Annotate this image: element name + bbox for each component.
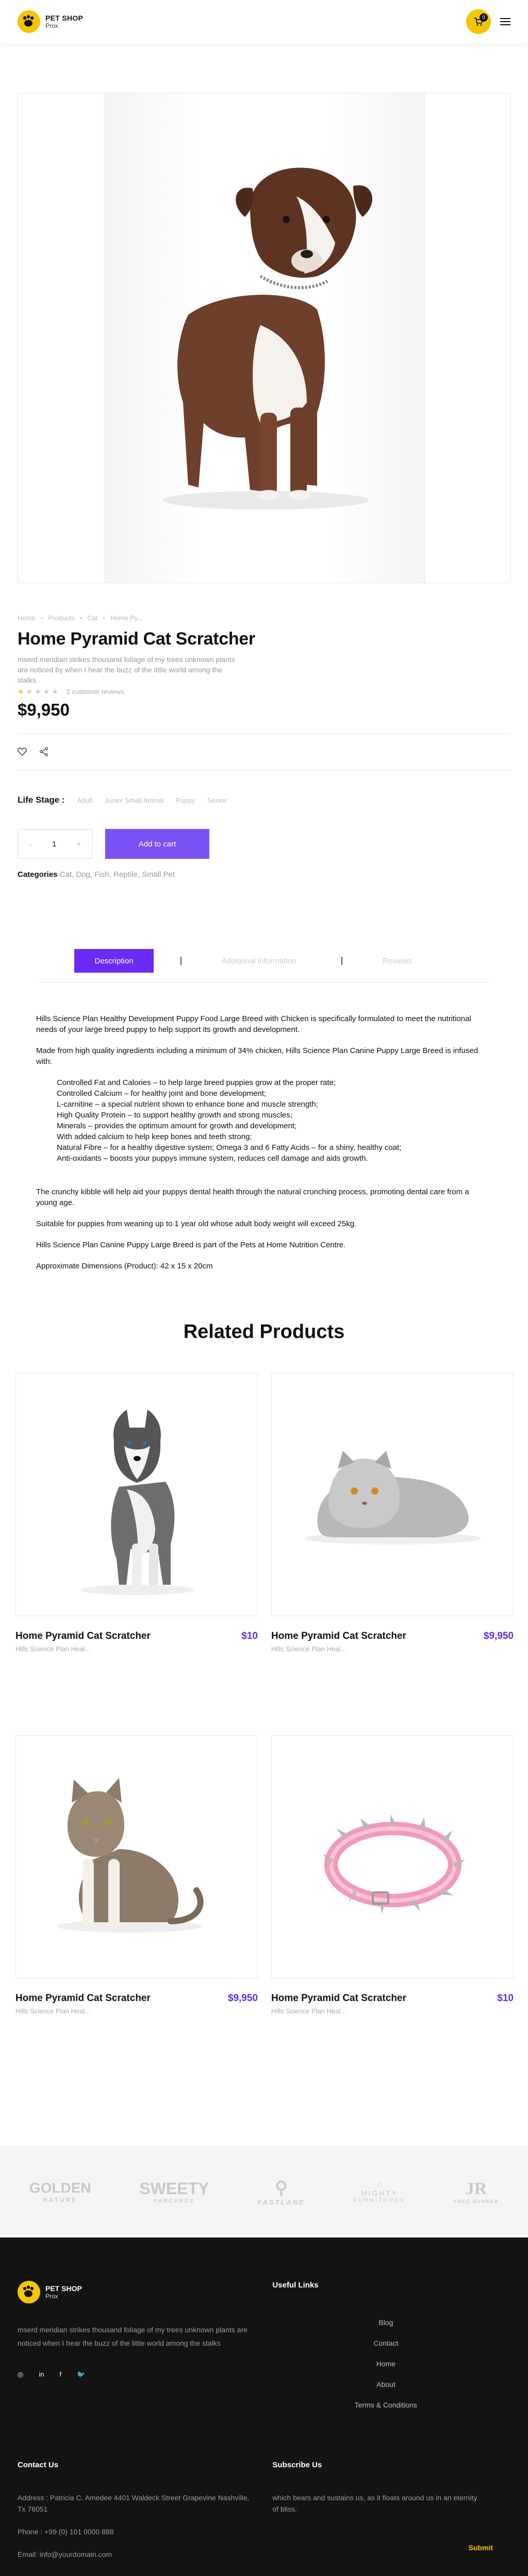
reviews-link[interactable]: 2 customer reviews [66, 688, 124, 696]
product-card-description: Hills Science Plan Heal... [271, 2007, 346, 2015]
description-panel [0, 982, 528, 1272]
cart-button[interactable] [466, 9, 491, 34]
product-card-price: $9,950 [483, 1631, 514, 1641]
product-card-description: Hills Science Plan Heal... [15, 2007, 91, 2015]
footer-link-home[interactable]: Home [376, 2360, 396, 2368]
star-icon: ★ [43, 687, 50, 696]
divider [18, 733, 510, 734]
footer-link-contact[interactable]: Contact [373, 2339, 399, 2347]
subscribe-heading: Subscribe Us [272, 2461, 322, 2469]
ingredient-list [36, 1077, 492, 1164]
categories-label: Categories [18, 870, 58, 879]
description-paragraph: The crunchy kibble will help aid your puppys dental health through the natural crunching process, promoting dental care from a young age. [36, 1188, 469, 1207]
tab-separator [180, 957, 182, 965]
paw-logo-icon [18, 10, 40, 33]
product-card-description: Hills Science Plan Heal... [271, 1645, 346, 1653]
breadcrumb-cat[interactable]: Cat [87, 614, 98, 622]
site-logo[interactable] [18, 10, 83, 33]
brand-tagline: Prox [45, 22, 58, 29]
product-card-image[interactable] [271, 1373, 514, 1616]
brand-logo[interactable]: JR FREE RUNNER [454, 2179, 499, 2204]
share-icon[interactable] [39, 747, 48, 756]
brand-logo[interactable]: GOLDEN NATURE [29, 2180, 91, 2204]
leaf-icon: ⚲ [275, 2178, 288, 2198]
site-footer [0, 2238, 528, 2576]
subscribe-text: which bears and sustains us, as it floats around us in an eternity of bliss. [272, 2494, 477, 2513]
star-icon: ★ [35, 687, 41, 696]
tab-reviews[interactable]: Reviews [383, 956, 412, 965]
product-card-price: $10 [241, 1631, 258, 1641]
life-stage-option[interactable]: Adult [77, 796, 93, 804]
heart-icon[interactable] [18, 748, 27, 756]
tab-separator [341, 957, 342, 965]
useful-links [272, 2318, 499, 2409]
breadcrumb-products[interactable]: Products [48, 614, 75, 622]
tabby-cat-illustration [16, 1736, 258, 1978]
list-item: Controlled Calcium – for healthy joint and bone development; [57, 1089, 267, 1098]
list-item: Controlled Fat and Calories – to help large breed puppies grow at the proper rate; [57, 1078, 336, 1087]
description-paragraph: Approximate Dimensions (Product): 42 x 15 x 20cm [36, 1262, 213, 1270]
paw-logo-icon [18, 2281, 40, 2303]
product-categories [18, 870, 510, 879]
contact-email[interactable]: Email: info@yourdomain.com [18, 2550, 112, 2558]
footer-brand-tagline: Prox [45, 2293, 58, 2300]
pink-collar-illustration [272, 1736, 514, 1978]
quantity-increase-button[interactable]: + [76, 840, 81, 848]
description-paragraph: Hills Science Plan Canine Puppy Large Breed is part of the Pets at Home Nutrition Centre. [36, 1241, 346, 1249]
related-products-heading: Related Products [183, 1321, 345, 1343]
product-tabs [0, 949, 528, 973]
product-card[interactable] [15, 1373, 258, 1723]
menu-icon[interactable] [500, 18, 510, 25]
product-price: $9,950 [18, 700, 70, 719]
add-to-cart-button[interactable]: Add to cart [105, 829, 209, 859]
star-icon: ★ [26, 687, 33, 696]
product-card-title[interactable]: Home Pyramid Cat Scratcher [271, 1631, 406, 1641]
star-icon: ★ [18, 687, 24, 696]
categories-values[interactable]: Cat, Dog, Fish, Reptile, Small Pet [59, 870, 175, 879]
life-stage-selector [18, 795, 510, 805]
quantity-stepper [18, 829, 93, 859]
life-stage-option[interactable]: Senior [207, 796, 227, 804]
brand-logo[interactable]: SWEETY PANCAKES [139, 2179, 209, 2204]
description-paragraph: Hills Science Plan Healthy Development Puppy Food Large Breed with Chicken is specifically formulated to meet the nutritional needs of your large breed puppy to help support its growth and development. [36, 1014, 471, 1034]
star-icon: ★ [52, 687, 58, 696]
list-item: Anti-oxidants – boosts your puppys immune system, reduces cell damage and aids growth. [57, 1154, 368, 1163]
tab-description[interactable]: Description [74, 949, 154, 973]
product-card-price: $9,950 [227, 1993, 258, 2004]
life-stage-option[interactable]: Puppy [176, 796, 195, 804]
life-stage-label: Life Stage : [18, 795, 65, 805]
list-item: Minerals – provides the optimum amount for growth and development; [57, 1122, 297, 1130]
product-card[interactable] [271, 1373, 514, 1723]
list-item: With added calcium to help keep bones and teeth strong; [57, 1132, 252, 1141]
useful-links-heading: Useful Links [272, 2281, 319, 2290]
product-card-image[interactable] [15, 1373, 258, 1616]
brand-logo[interactable]: ⚲ FASTLANE [257, 2178, 305, 2206]
footer-logo[interactable] [18, 2281, 272, 2303]
product-short-description: mserd meridian strikes thousand foliage of my trees unknown plants are noticed by when I hear the buzz of the little world among the stalks [18, 655, 235, 684]
footer-link-blog[interactable]: Blog [378, 2318, 393, 2327]
description-paragraph: Made from high quality ingredients including a minimum of 34% chicken, Hills Science Plan Canine Puppy Large Breed is infused with: [36, 1046, 478, 1066]
social-links [18, 2370, 272, 2379]
contact-heading: Contact Us [18, 2461, 59, 2469]
description-paragraph: Suitable for puppies from weaning up to 1 year old whose adult body weight will exceed 25kg. [36, 1219, 357, 1228]
footer-link-about[interactable]: About [376, 2380, 395, 2388]
linkedin-icon[interactable]: in [39, 2370, 44, 2378]
puppy-illustration [18, 93, 510, 583]
related-products-grid [0, 1373, 528, 2085]
chair-icon: ⌂ [377, 2180, 382, 2189]
cart-count-badge: 0 [480, 13, 488, 22]
product-card-description: Hills Science Plan Heal... [15, 1645, 91, 1653]
breadcrumb: Home • Products • Cat • Home Py... [18, 614, 143, 622]
product-main-image[interactable] [18, 93, 510, 583]
product-card-title[interactable]: Home Pyramid Cat Scratcher [15, 1631, 151, 1641]
persian-cat-illustration [272, 1374, 514, 1616]
brand-name: PET SHOP [45, 14, 84, 22]
husky-illustration [16, 1374, 258, 1616]
tab-additional-information[interactable]: Additional information [222, 956, 296, 965]
list-item: High Quality Protein – to support healthy growth and strong muscles; [57, 1111, 292, 1120]
product-title: Home Pyramid Cat Scratcher [18, 629, 255, 649]
footer-link-terms[interactable]: Terms & Conditions [354, 2401, 418, 2409]
product-card-price: $10 [497, 1993, 514, 2004]
footer-brand-name: PET SHOP [45, 2284, 82, 2293]
list-item: Natural Fibre – for a healthy digestive system; Omega 3 and 6 Fatty Acids – for a shiny, healthy coat; [57, 1143, 402, 1152]
life-stage-option[interactable]: Junior Small Animal [105, 796, 164, 804]
product-card-title[interactable]: Home Pyramid Cat Scratcher [271, 1993, 406, 2004]
quantity-decrease-button[interactable]: - [29, 840, 32, 848]
brand-logos-strip [0, 2146, 528, 2238]
footer-description: mserd meridian strikes thousand foliage of my trees unknown plants are noticed when I hear the buzz of the little world among the stalks [18, 2326, 248, 2347]
brand-logo[interactable]: ⌂ MIGHTY FURNITURES [353, 2180, 406, 2204]
list-item: L-carnitine – a special nutrient shown to enhance bone and muscle strength; [57, 1100, 318, 1109]
product-card[interactable] [271, 1735, 514, 2085]
twitter-icon[interactable]: 🐦 [77, 2370, 86, 2378]
product-card-title[interactable]: Home Pyramid Cat Scratcher [15, 1993, 151, 2004]
product-card-image[interactable] [15, 1735, 258, 1978]
contact-address: Address : Patricia C. Amedee 4401 Waldeck Street Grapevine Nashville, Tx 76051 [18, 2494, 250, 2513]
subscribe-submit-button[interactable]: Submit [468, 2544, 493, 2552]
product-card[interactable] [15, 1735, 258, 2085]
contact-phone[interactable]: Phone : +99 (0) 101 0000 888 [18, 2528, 114, 2536]
site-header [0, 0, 528, 43]
facebook-icon[interactable]: f [59, 2370, 62, 2378]
product-rating [18, 687, 510, 696]
breadcrumb-current: Home Py... [110, 614, 143, 622]
product-card-image[interactable] [271, 1735, 514, 1978]
instagram-icon[interactable]: ◎ [18, 2370, 24, 2378]
quantity-value[interactable]: 1 [52, 839, 57, 849]
breadcrumb-home[interactable]: Home [18, 614, 36, 622]
